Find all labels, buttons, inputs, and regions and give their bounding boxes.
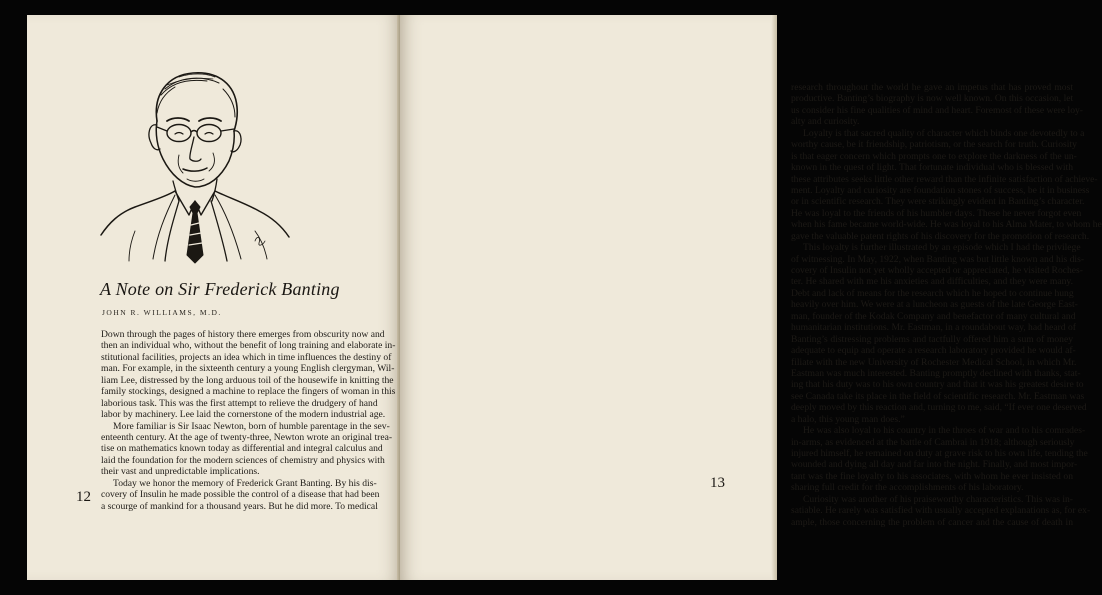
text-line: adequate to equip and operate a research laboratory provided he would af- — [791, 345, 1076, 357]
text-line: tise on mathematics known today as differential and integral calculus and — [101, 443, 383, 455]
right-body-text — [791, 82, 1102, 528]
text-line: enteenth century. At the age of twenty-three, Newton wrote an original trea- — [101, 431, 393, 443]
text-line: man, founder of the Kodak Company and benefactor of many cultural and — [791, 310, 1076, 322]
text-line: these attributes seeks little other reward than the infinite satisfaction of achieve- — [791, 173, 1098, 185]
text-line: wounded and dying all day and far into the night. Finally, and most impor- — [791, 459, 1078, 471]
text-line: Eastman was much interested. Banting promptly declined with thanks, stat- — [791, 367, 1081, 379]
text-line: a halo, this young man does.” — [791, 413, 905, 425]
open-book — [27, 15, 1102, 580]
text-line: tant was the fine loyalty to his associates, with whom he ever insisted on — [791, 470, 1073, 482]
text-line: humanitarian institutions. Mr. Eastman, in a roundabout way, had heard of — [791, 322, 1076, 334]
right-page — [400, 15, 1102, 580]
text-line: productive. Banting’s biography is now well known. On this occasion, let — [791, 93, 1074, 105]
text-line: labor by machinery. Lee laid the cornerstone of the modern industrial age. — [101, 409, 386, 421]
text-line: ample, those concerning the problem of cancer and the cause of death in — [791, 516, 1073, 528]
portrait-illustration — [95, 55, 295, 265]
text-line: heavily over him. We were at a luncheon as guests of the late George East- — [791, 299, 1078, 311]
page-number-right: 13 — [710, 475, 725, 491]
text-line: Banting’s distressing problems and tactfully offered him a sum of money — [791, 333, 1073, 345]
text-line: ing that his duty was to his own country and that it was his greatest desire to — [791, 379, 1084, 391]
page-number-left: 12 — [76, 489, 91, 505]
text-line: injured himself, he remained on duty at grave risk to his own life, tending the — [791, 448, 1088, 459]
text-line: deeply moved by this reaction and, turning to me, said, “If ever one deserved — [791, 402, 1087, 414]
text-line: Down through the pages of history there emerges from obscurity now and — [101, 329, 385, 340]
text-line: filiate with the new University of Rochester Medical School, in which Mr. — [791, 356, 1077, 368]
text-line: Today we honor the memory of Frederick Grant Banting. By his dis- — [113, 477, 377, 489]
text-line: ment. Loyalty and curiosity are foundation stones of success, be it in business — [791, 184, 1090, 196]
text-line: us consider his fine qualities of mind and heart. Foremost of these were loy- — [791, 104, 1084, 116]
text-line: of witnessing. In May, 1922, when Banting was but little known and his dis- — [791, 253, 1085, 265]
text-line: He was loyal to the friends of his humbler days. These he never forgot even — [791, 207, 1082, 219]
text-line: known in the quest of light. That fortunate individual who is blessed with — [791, 162, 1073, 174]
text-line: research throughout the world he gave an impetus that has proved most — [791, 82, 1073, 93]
text-line: He was also loyal to his country in the throes of war and to his comrades- — [803, 425, 1086, 437]
text-line: is that eager concern which prompts one to explore the darkness of the un- — [791, 150, 1077, 162]
text-line: ter. He shared with me his anxieties and difficulties, and they were many. — [791, 276, 1073, 288]
text-line: worthy cause, be it friendship, patriotism, or the search for truth. Curiosity — [791, 139, 1077, 151]
text-line: Curiosity was another of his praiseworthy characteristics. This was in- — [803, 493, 1073, 505]
text-line: More familiar is Sir Isaac Newton, born of humble parentage in the sev- — [113, 420, 390, 432]
text-line: covery of Insulin he made possible the control of a disease that had been — [101, 489, 380, 501]
text-line: covery of Insulin not yet wholly accepted or appreciated, he visited Roches- — [791, 265, 1083, 276]
author-byline: JOHN R. WILLIAMS, M.D. — [102, 308, 222, 317]
text-line: in-arms, as evidenced at the battle of Cambrai in 1918; although seriously — [791, 436, 1075, 448]
text-line: a scourge of mankind for a thousand years. But he did more. To medical — [101, 500, 378, 512]
text-line: laborious task. This was the first attempt to relieve the drudgery of hand — [101, 397, 378, 409]
text-line: gave the valuable patent rights of his discovery for the promotion of research. — [791, 230, 1090, 242]
text-line: then an individual who, without the benefit of long training and elaborate in- — [101, 340, 396, 352]
text-line: their vast and unpredictable implications. — [101, 466, 260, 478]
left-body-text — [101, 329, 396, 512]
text-line: This loyalty is further illustrated by an episode which I had the privilege — [803, 242, 1081, 254]
text-line: laid the foundation for the modern sciences of chemistry and physics with — [101, 454, 385, 466]
text-line: see Canada take its place in the field of scientific research. Mr. Eastman was — [791, 390, 1085, 402]
article-title: A Note on Sir Frederick Banting — [100, 279, 340, 299]
text-line: alty and curiosity. — [791, 116, 860, 128]
text-line: man. For example, in the sixteenth century a young English clergyman, Wil- — [101, 363, 395, 375]
text-line: or in scientific research. They were strikingly evident in Banting’s character. — [791, 196, 1085, 208]
left-page — [27, 15, 400, 580]
text-line: stitutional facilities, projects an idea which in time influences the destiny of — [101, 351, 392, 363]
text-line: satiable. He rarely was satisfied with usually accepted explanations as, for ex- — [791, 505, 1091, 517]
text-line: sharing full credit for the accomplishments of his laboratory. — [791, 482, 1024, 494]
text-line: family stockings, designed a machine to replace the fingers of woman in this — [101, 386, 396, 398]
text-line: liam Lee, distressed by the long arduous toil of the housewife in knitting the — [101, 374, 394, 386]
text-line: when his fame became world-wide. He was loyal to his Alma Mater, to whom he — [791, 219, 1102, 231]
text-line: Debt and lack of means for the research which he hoped to continue hung — [791, 287, 1074, 299]
text-line: Loyalty is that sacred quality of character which binds one devotedly to a — [803, 127, 1085, 139]
